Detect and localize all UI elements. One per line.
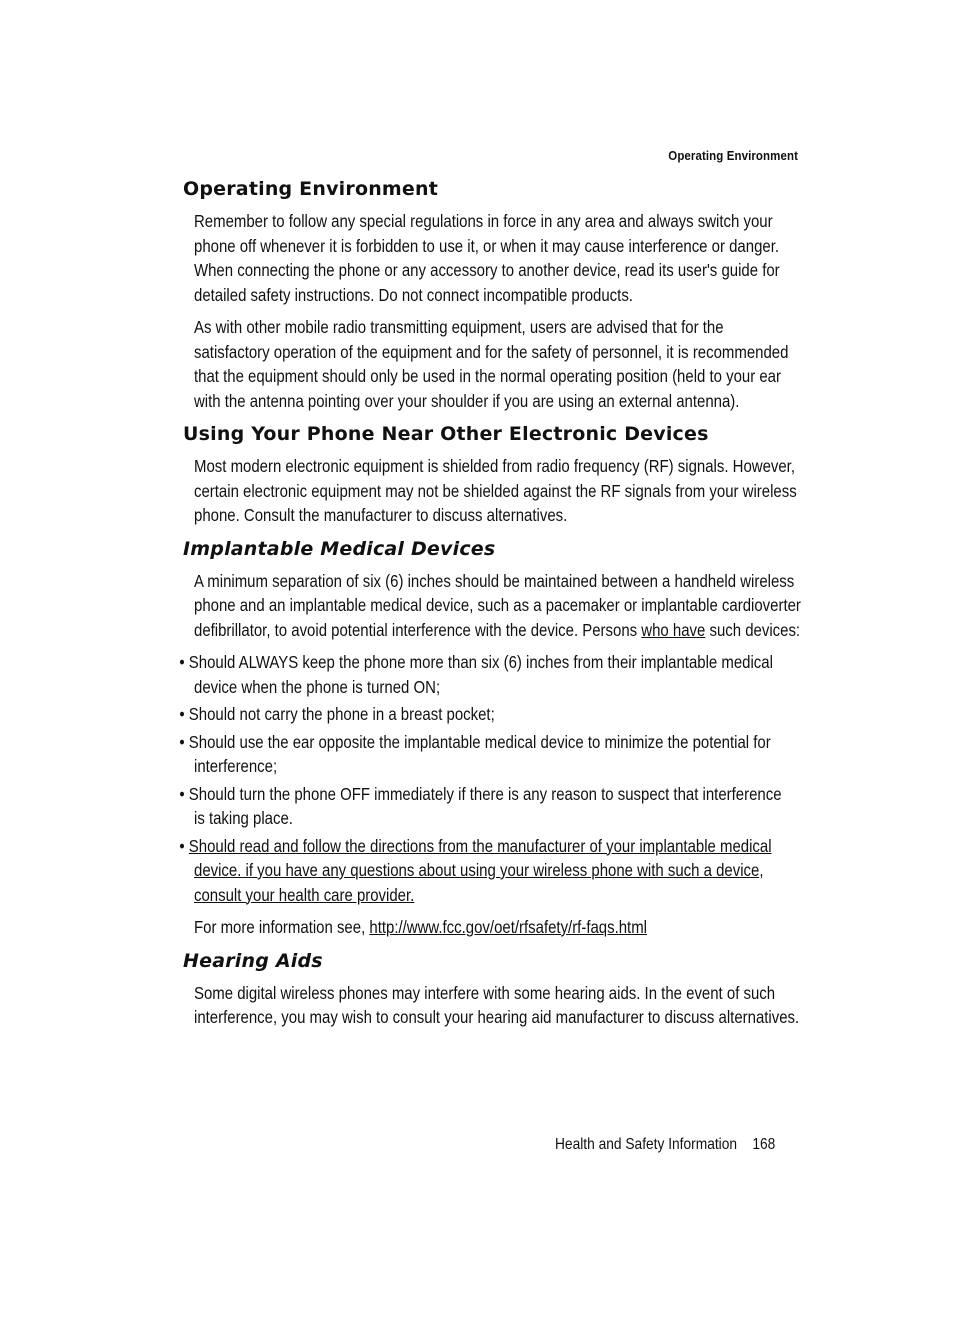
hearing-paragraph-1: Some digital wireless phones may interfere with some hearing aids. In the event of such interference, you may wish to consult your hearing aid manufacturer to discuss alternatives.: [194, 982, 800, 1027]
more-info-line: For more information see, http://www.fcc.gov/oet/rfsafety/rf-faqs.html: [194, 917, 648, 937]
fcc-faq-link[interactable]: http://www.fcc.gov/oet/rfsafety/rf-faqs.html: [369, 917, 648, 937]
implantable-bullet-list: [179, 650, 803, 907]
operating-paragraph-1: Remember to follow any special regulations in force in any area and always switch your phone off whenever it is forbidden to use it, or when it may cause interference or danger. When connecting the phone or any accessory to another device, read its user's guide for detailed safety instructions. Do not connect incompatible products.: [194, 211, 780, 305]
underlined-who-have: who have: [641, 619, 706, 640]
page-content: [179, 176, 803, 1038]
page-number: 168: [752, 1136, 776, 1153]
heading-hearing-aids: Hearing Aids: [183, 949, 323, 972]
list-item: • Should ALWAYS keep the phone more than six (6) inches from their implantable medical device when the phone is turned ON;: [179, 652, 773, 697]
operating-paragraph-2: As with other mobile radio transmitting equipment, users are advised that for the satisfactory operation of the equipment and for the safety of personnel, it is recommended that the equipment should only be used in the normal operating position (held to your ear with the antenna pointing over your shoulder if you are using an external antenna).: [194, 317, 789, 411]
footer-section-title: Health and Safety Information: [555, 1136, 738, 1153]
list-item: • Should use the ear opposite the implantable medical device to minimize the potential for interference;: [179, 731, 771, 776]
page-footer: [555, 1136, 811, 1154]
list-item-manufacturer-directions: • Should read and follow the directions from the manufacturer of your implantable medical device. if you have any questions about using your wireless phone with such a device, consult your health care provider.: [179, 835, 772, 905]
heading-electronic-devices: Using Your Phone Near Other Electronic Devices: [183, 423, 709, 445]
running-header: Operating Environment: [668, 149, 798, 163]
list-item: • Should not carry the phone in a breast pocket;: [179, 704, 495, 724]
list-item: • Should turn the phone OFF immediately if there is any reason to suspect that interference is taking place.: [179, 783, 782, 828]
electronic-body: [194, 454, 803, 528]
hearing-body: [194, 981, 803, 1030]
implantable-body: [179, 569, 803, 940]
operating-body: [194, 209, 803, 413]
electronic-paragraph-1: Most modern electronic equipment is shielded from radio frequency (RF) signals. However, certain electronic equipment may not be shielded against the RF signals from your wireless phone. Consult the manufacturer to discuss alternatives.: [194, 456, 797, 525]
implantable-paragraph-1: A minimum separation of six (6) inches should be maintained between a handheld wireless phone and an implantable medical device, such as a pacemaker or implantable cardioverter defibrillator, to avoid potential interference with the device. Persons who have such devices:: [194, 570, 801, 640]
heading-implantable-devices: Implantable Medical Devices: [183, 537, 496, 560]
heading-operating-environment: Operating Environment: [183, 178, 439, 200]
